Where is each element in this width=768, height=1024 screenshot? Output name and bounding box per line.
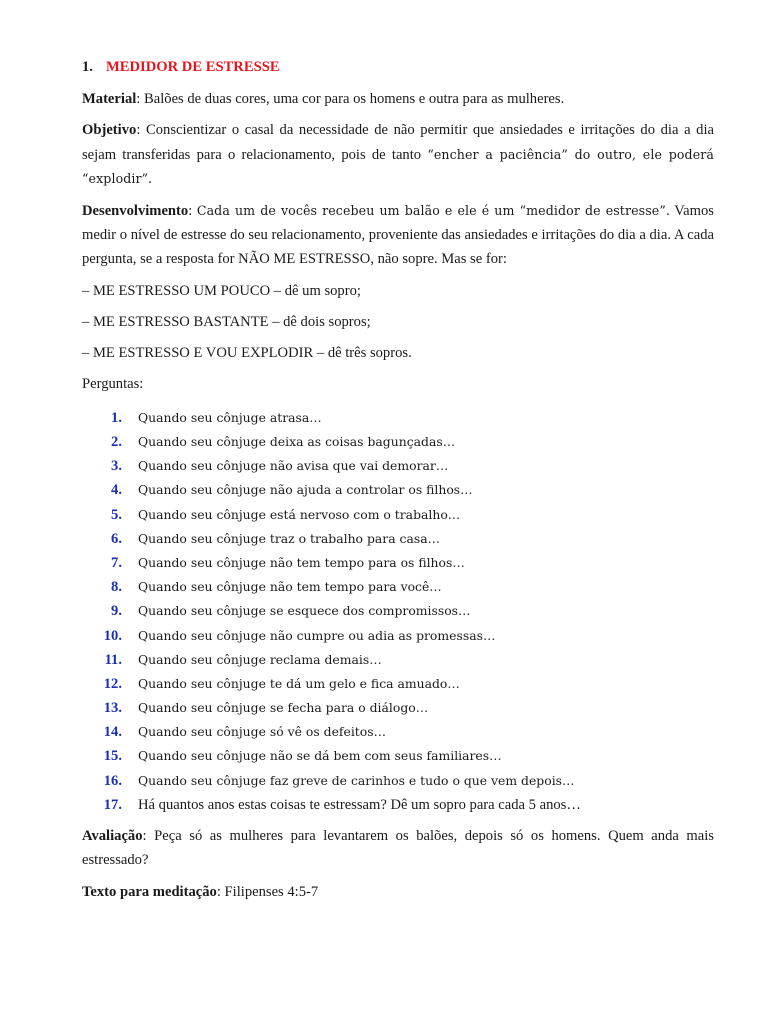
question-number: 11. <box>104 651 122 668</box>
question-number: 9. <box>111 603 122 620</box>
question-text: Quando seu cônjuge faz greve de carinhos e tudo o que vem depois… <box>138 772 575 788</box>
question-text: Quando seu cônjuge se esquece dos compromissos… <box>138 603 471 619</box>
meditacao-label: Texto para meditação <box>82 883 217 900</box>
list-item <box>82 744 714 768</box>
level-line: – ME ESTRESSO BASTANTE – dê dois sopros; <box>82 313 371 330</box>
desenvolvimento-label: Desenvolvimento <box>82 202 189 219</box>
question-number: 5. <box>111 506 122 523</box>
question-text: Há quantos anos estas coisas te estressam? Dê um sopro para cada 5 anos… <box>138 796 581 813</box>
objetivo-paragraph <box>82 118 714 191</box>
question-number: 17. <box>103 796 122 813</box>
avaliacao-label: Avaliação <box>82 828 143 845</box>
question-text: Quando seu cônjuge não se dá bem com seus familiares… <box>138 748 502 764</box>
meditacao-paragraph <box>82 880 714 904</box>
objetivo-text-b: “encher a paciência” do outro, ele poderá “explodir” <box>82 146 715 187</box>
objetivo-text-a: : Conscientizar o casal da necessidade de não permitir que ansiedades e irritações do dia a dia sejam transferidas para o relacionamento, pois de tanto <box>82 122 714 163</box>
question-text: Quando seu cônjuge atrasa… <box>138 409 322 425</box>
question-text: Quando seu cônjuge não avisa que vai demorar… <box>138 458 449 474</box>
question-number: 8. <box>111 579 122 596</box>
question-text: Quando seu cônjuge não tem tempo para os filhos… <box>138 554 465 570</box>
question-number: 13. <box>103 700 122 717</box>
question-text: Quando seu cônjuge só vê os defeitos… <box>138 724 386 740</box>
question-text: Quando seu cônjuge traz o trabalho para casa… <box>138 530 440 546</box>
question-number: 4. <box>111 482 122 499</box>
desenvolvimento-text-c: Vamos medir o nível de estresse do seu relacionamento, proveniente das ansiedades e irritações do dia a dia. A cada pergunta, se a resposta for NÃO ME ESTRESSO, não sopre. Mas se for: <box>82 202 714 268</box>
list-item <box>82 793 714 817</box>
list-item <box>82 454 714 478</box>
question-text: Quando seu cônjuge te dá um gelo e fica amuado… <box>138 675 460 691</box>
question-number: 16. <box>103 772 122 789</box>
material-paragraph <box>82 87 714 111</box>
material-label: Material <box>82 91 137 107</box>
list-item <box>82 624 714 648</box>
section-number: 1. <box>82 59 93 75</box>
list-item <box>82 599 714 623</box>
desenvolvimento-paragraph <box>82 199 714 272</box>
perguntas-label: Perguntas: <box>82 375 144 392</box>
list-item <box>82 769 714 793</box>
question-text: Quando seu cônjuge não ajuda a controlar os filhos… <box>138 482 473 498</box>
list-item <box>82 672 714 696</box>
question-text: Quando seu cônjuge reclama demais… <box>138 651 382 667</box>
objetivo-label: Objetivo <box>82 122 137 139</box>
list-item <box>82 648 714 672</box>
questions-list <box>82 406 714 817</box>
document-page <box>82 56 714 911</box>
question-number: 3. <box>111 458 122 475</box>
avaliacao-text: : Peça só as mulheres para levantarem os balões, depois só os homens. Quem anda mais estressado? <box>82 828 714 869</box>
objetivo-text-c: . <box>148 171 152 188</box>
question-number: 7. <box>111 554 122 571</box>
question-text: Quando seu cônjuge não tem tempo para você… <box>138 579 442 595</box>
list-item <box>82 551 714 575</box>
desenvolvimento-text-a: : <box>188 202 197 219</box>
question-number: 6. <box>111 530 122 547</box>
meditacao-text: : Filipenses 4:5-7 <box>216 883 319 900</box>
question-text: Quando seu cônjuge se fecha para o diálogo… <box>138 700 429 716</box>
question-number: 1. <box>111 409 122 426</box>
desenvolvimento-text-b: Cada um de vocês recebeu um balão e ele é um “medidor de estresse”. <box>196 202 670 218</box>
list-item <box>82 696 714 720</box>
material-text: : Balões de duas cores, uma cor para os homens e outra para as mulheres. <box>136 91 565 107</box>
list-item <box>82 430 714 454</box>
question-number: 10. <box>103 627 122 644</box>
level-line: – ME ESTRESSO UM POUCO – dê um sopro; <box>82 282 361 299</box>
avaliacao-paragraph <box>82 824 714 873</box>
section-heading <box>82 56 714 78</box>
question-number: 14. <box>103 724 122 741</box>
question-text: Quando seu cônjuge deixa as coisas bagunçadas… <box>138 434 456 450</box>
question-number: 15. <box>103 748 122 765</box>
question-number: 2. <box>111 434 122 451</box>
level-line: – ME ESTRESSO E VOU EXPLODIR – dê três sopros. <box>82 344 412 361</box>
list-item <box>82 575 714 599</box>
question-text: Quando seu cônjuge não cumpre ou adia as promessas… <box>138 627 496 643</box>
list-item <box>82 720 714 744</box>
list-item <box>82 478 714 502</box>
section-title: MEDIDOR DE ESTRESSE <box>106 59 280 75</box>
question-number: 12. <box>103 675 122 692</box>
list-item <box>82 503 714 527</box>
list-item <box>82 406 714 430</box>
question-text: Quando seu cônjuge está nervoso com o trabalho… <box>138 506 461 522</box>
list-item <box>82 527 714 551</box>
